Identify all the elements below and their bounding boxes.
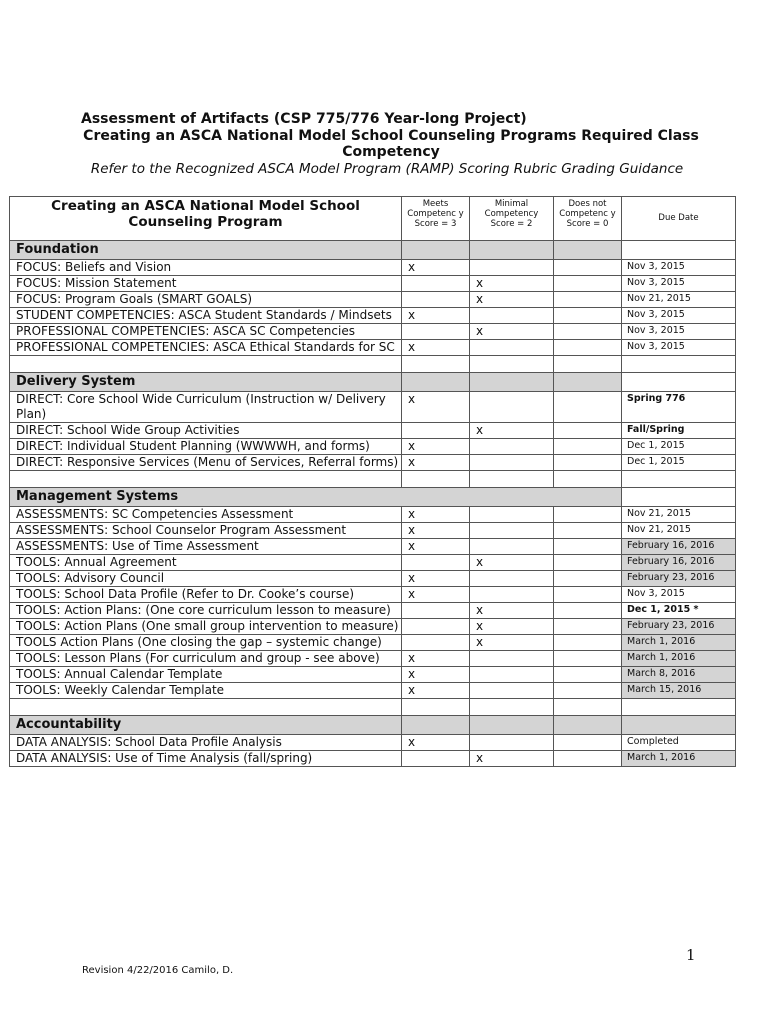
item-cell: PROFESSIONAL COMPETENCIES: ASCA Ethical Standards for SC: [10, 340, 402, 356]
meets-cell: [402, 324, 470, 340]
table-row: [10, 619, 736, 635]
page-number: 1: [686, 946, 696, 964]
minimal-cell: x: [470, 276, 554, 292]
meets-cell: x: [402, 392, 470, 423]
minimal-cell: x: [470, 751, 554, 767]
meets-cell: [402, 619, 470, 635]
due-date-cell: February 16, 2016: [622, 555, 736, 571]
meets-cell: x: [402, 587, 470, 603]
not-cell: [554, 651, 622, 667]
minimal-cell: x: [470, 635, 554, 651]
section-title: Delivery System: [10, 373, 402, 392]
section-title: Accountability: [10, 716, 402, 735]
minimal-cell: [470, 260, 554, 276]
item-cell: TOOLS: Action Plans: (One core curriculum lesson to measure): [10, 603, 402, 619]
column-header-not: Does not Competenc y Score = 0: [554, 197, 622, 241]
item-cell: TOOLS Action Plans (One closing the gap – systemic change): [10, 635, 402, 651]
due-date-cell: Completed: [622, 735, 736, 751]
meets-cell: x: [402, 539, 470, 555]
table-row: [10, 751, 736, 767]
table-row: [10, 523, 736, 539]
item-cell: DATA ANALYSIS: School Data Profile Analysis: [10, 735, 402, 751]
due-date-cell: Nov 3, 2015: [622, 324, 736, 340]
due-date-cell: Fall/Spring: [622, 423, 736, 439]
not-cell: [554, 587, 622, 603]
item-cell: DIRECT: School Wide Group Activities: [10, 423, 402, 439]
item-cell: STUDENT COMPETENCIES: ASCA Student Standards / Mindsets: [10, 308, 402, 324]
table-row: [10, 507, 736, 523]
table-row: [10, 603, 736, 619]
column-header-item: Creating an ASCA National Model School Counseling Program: [10, 197, 402, 241]
item-cell: TOOLS: Advisory Council: [10, 571, 402, 587]
meets-cell: x: [402, 571, 470, 587]
table-row: [10, 735, 736, 751]
item-cell: TOOLS: Annual Calendar Template: [10, 667, 402, 683]
due-date-cell: March 1, 2016: [622, 635, 736, 651]
minimal-cell: x: [470, 423, 554, 439]
not-cell: [554, 735, 622, 751]
item-cell: DATA ANALYSIS: Use of Time Analysis (fall/spring): [10, 751, 402, 767]
meets-cell: x: [402, 523, 470, 539]
meets-cell: x: [402, 455, 470, 471]
not-cell: [554, 292, 622, 308]
item-cell: TOOLS: Lesson Plans (For curriculum and group - see above): [10, 651, 402, 667]
table-row: [10, 392, 736, 423]
not-cell: [554, 276, 622, 292]
minimal-cell: [470, 683, 554, 699]
item-cell: PROFESSIONAL COMPETENCIES: ASCA SC Competencies: [10, 324, 402, 340]
item-cell: ASSESSMENTS: School Counselor Program Assessment: [10, 523, 402, 539]
revision-note: Revision 4/22/2016 Camilo, D.: [82, 965, 234, 976]
meets-cell: x: [402, 735, 470, 751]
minimal-cell: x: [470, 619, 554, 635]
meets-cell: x: [402, 683, 470, 699]
section-row-delivery-system: [10, 373, 736, 392]
item-cell: TOOLS: School Data Profile (Refer to Dr. Cooke’s course): [10, 587, 402, 603]
due-date-cell: March 8, 2016: [622, 667, 736, 683]
meets-cell: x: [402, 651, 470, 667]
meets-cell: [402, 423, 470, 439]
due-date-cell: March 15, 2016: [622, 683, 736, 699]
due-date-cell: Nov 3, 2015: [622, 587, 736, 603]
table-row: [10, 439, 736, 455]
item-cell: DIRECT: Core School Wide Curriculum (Instruction w/ Delivery Plan): [10, 392, 402, 423]
meets-cell: [402, 555, 470, 571]
meets-cell: [402, 276, 470, 292]
due-date-cell: Dec 1, 2015: [622, 439, 736, 455]
item-cell: FOCUS: Mission Statement: [10, 276, 402, 292]
due-date-cell: Dec 1, 2015: [622, 455, 736, 471]
minimal-cell: x: [470, 603, 554, 619]
not-cell: [554, 392, 622, 423]
item-cell: FOCUS: Beliefs and Vision: [10, 260, 402, 276]
item-cell: TOOLS: Action Plans (One small group intervention to measure): [10, 619, 402, 635]
table-row: [10, 324, 736, 340]
minimal-cell: [470, 507, 554, 523]
meets-cell: x: [402, 507, 470, 523]
table-row: [10, 340, 736, 356]
due-date-cell: February 23, 2016: [622, 619, 736, 635]
table-row: [10, 308, 736, 324]
table-row: [10, 683, 736, 699]
document-subtitle: Creating an ASCA National Model School Counseling Programs Required Class Competency: [83, 128, 699, 160]
spacer-row: [10, 699, 736, 716]
due-date-cell: Nov 21, 2015: [622, 292, 736, 308]
section-row-accountability: [10, 716, 736, 735]
column-header-due-date: Due Date: [622, 197, 736, 241]
not-cell: [554, 340, 622, 356]
due-date-cell: March 1, 2016: [622, 751, 736, 767]
meets-cell: [402, 603, 470, 619]
column-header-minimal: Minimal Competency Score = 2: [470, 197, 554, 241]
document-guidance-note: Refer to the Recognized ASCA Model Program (RAMP) Scoring Rubric Grading Guidance: [90, 161, 684, 177]
section-row-foundation: [10, 241, 736, 260]
not-cell: [554, 603, 622, 619]
due-date-cell: February 16, 2016: [622, 539, 736, 555]
due-date-cell: Nov 3, 2015: [622, 260, 736, 276]
minimal-cell: [470, 455, 554, 471]
document-title: Assessment of Artifacts (CSP 775/776 Year-long Project): [81, 111, 527, 127]
minimal-cell: [470, 539, 554, 555]
meets-cell: [402, 292, 470, 308]
due-date-cell: Nov 3, 2015: [622, 276, 736, 292]
minimal-cell: [470, 667, 554, 683]
not-cell: [554, 423, 622, 439]
minimal-cell: [470, 735, 554, 751]
meets-cell: x: [402, 439, 470, 455]
due-date-cell: Nov 3, 2015: [622, 340, 736, 356]
table-row: [10, 571, 736, 587]
due-date-cell: Nov 21, 2015: [622, 523, 736, 539]
table-row: [10, 276, 736, 292]
section-title: Management Systems: [10, 488, 622, 507]
minimal-cell: [470, 523, 554, 539]
minimal-cell: [470, 308, 554, 324]
not-cell: [554, 571, 622, 587]
not-cell: [554, 751, 622, 767]
minimal-cell: [470, 571, 554, 587]
not-cell: [554, 260, 622, 276]
item-cell: ASSESSMENTS: Use of Time Assessment: [10, 539, 402, 555]
table-header-row: [10, 197, 736, 241]
table-row: [10, 539, 736, 555]
not-cell: [554, 455, 622, 471]
table-row: [10, 587, 736, 603]
not-cell: [554, 667, 622, 683]
table-row: [10, 635, 736, 651]
not-cell: [554, 539, 622, 555]
item-cell: FOCUS: Program Goals (SMART GOALS): [10, 292, 402, 308]
item-cell: TOOLS: Annual Agreement: [10, 555, 402, 571]
not-cell: [554, 439, 622, 455]
due-date-cell: February 23, 2016: [622, 571, 736, 587]
minimal-cell: x: [470, 555, 554, 571]
item-cell: DIRECT: Individual Student Planning (WWWWH, and forms): [10, 439, 402, 455]
column-header-meets: Meets Competenc y Score = 3: [402, 197, 470, 241]
table-row: [10, 423, 736, 439]
section-row-management-systems: [10, 488, 736, 507]
not-cell: [554, 683, 622, 699]
minimal-cell: [470, 651, 554, 667]
minimal-cell: x: [470, 324, 554, 340]
table-row: [10, 292, 736, 308]
item-cell: TOOLS: Weekly Calendar Template: [10, 683, 402, 699]
not-cell: [554, 308, 622, 324]
minimal-cell: [470, 587, 554, 603]
minimal-cell: [470, 439, 554, 455]
minimal-cell: x: [470, 292, 554, 308]
minimal-cell: [470, 392, 554, 423]
spacer-row: [10, 471, 736, 488]
not-cell: [554, 619, 622, 635]
item-cell: ASSESSMENTS: SC Competencies Assessment: [10, 507, 402, 523]
not-cell: [554, 635, 622, 651]
meets-cell: x: [402, 667, 470, 683]
meets-cell: x: [402, 340, 470, 356]
due-date-cell: Nov 21, 2015: [622, 507, 736, 523]
not-cell: [554, 507, 622, 523]
table-row: [10, 555, 736, 571]
table-row: [10, 260, 736, 276]
not-cell: [554, 324, 622, 340]
meets-cell: x: [402, 260, 470, 276]
due-date-cell: March 1, 2016: [622, 651, 736, 667]
artifacts-table: [9, 196, 736, 767]
section-title: Foundation: [10, 241, 402, 260]
meets-cell: [402, 635, 470, 651]
not-cell: [554, 555, 622, 571]
table-row: [10, 667, 736, 683]
not-cell: [554, 523, 622, 539]
due-date-cell: Dec 1, 2015 *: [622, 603, 736, 619]
due-date-cell: Spring 776: [622, 392, 736, 423]
table-row: [10, 651, 736, 667]
due-date-cell: Nov 3, 2015: [622, 308, 736, 324]
spacer-row: [10, 356, 736, 373]
table-row: [10, 455, 736, 471]
meets-cell: [402, 751, 470, 767]
minimal-cell: [470, 340, 554, 356]
item-cell: DIRECT: Responsive Services (Menu of Services, Referral forms): [10, 455, 402, 471]
meets-cell: x: [402, 308, 470, 324]
